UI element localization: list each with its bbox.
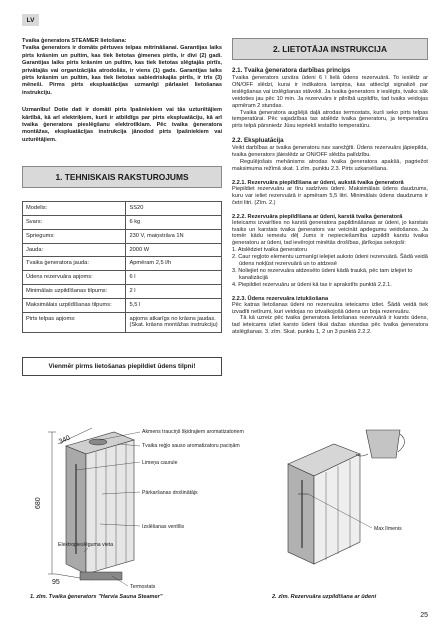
specs-table — [22, 201, 222, 333]
figures — [22, 424, 428, 602]
spec-row — [23, 285, 222, 299]
step-item: 3. Noliejiet no rezervuāra atdzesēto ūdeni kādā traukā, pēc tam izlejiet to kanalizācijā — [232, 267, 413, 281]
label-overheat-fuse: Pārkaršanas drošinātājs — [142, 490, 198, 496]
spec-value: Apmēram 2,5 l/h — [126, 257, 222, 271]
spec-label: Pirts telpas apjoms: — [23, 312, 126, 333]
step-item: 4. Piepildiet rezervuāru ar ūdeni kā tas ir aprakstīts punktā 2.2.1. — [232, 281, 392, 288]
section-2-2-2-steps — [232, 247, 428, 288]
section-2-heading: 2. LIETOTĀJA INSTRUKCIJA — [232, 38, 428, 60]
spec-value: 6 kg — [126, 216, 222, 230]
spec-value: SS20 — [126, 202, 222, 216]
intro-paragraph-2: Uzmanību! Dotie dati ir domāti pirts īpašniekiem vai tās uzturētājiem kārtībā, kā arī elektriķiem, kurš ir atbildīgs par pirts ekspluatāciju, kā arī tvaika ģeneratora pieslēgšanu elektrotīklam. Pēc tvaika ģeneratora montāžas, ekspluatācijas instrukcija jānodod pirts īpašniekiem vai uzturētājiem. — [22, 107, 222, 143]
section-2-2-title: 2.2. Ekspluatācija — [232, 137, 284, 145]
dim-height: 680 — [35, 497, 42, 509]
section-2-1-title: 2.1. Tvaika ģeneratora darbības princips — [232, 67, 351, 74]
section-2-2-3-text-2: Tā kā uzreiz pēc tvaika ģeneratora lietošanas rezervuārā ir karsts ūdens, tad ieteicams izliet karsto ūdeni tikai dažas stundas pēc tvaika ģeneratora atslēgšanas. 3. zīm. Skat. punktu 1, 2 un 3 punktā 2.2.2. — [232, 315, 428, 336]
section-2-1-text-2: Tvaika ģeneratora augšējā daļā atrodas termostats, kurš seko pirts telpas temperatūrai. Pēc vajadzības tas atslēdz tvaika ģeneratoru, ja temperatūra pirts telpā pārsniedz Jūsu iepriekš iestatīto temperatūru. — [232, 109, 428, 130]
page-number: 25 — [420, 612, 428, 619]
label-level-tube: Limeņa caurule — [142, 460, 178, 466]
section-2-2-1-title: 2.2.1. Rezervuāra piepildīšana ar ūdeni, aukstā tvaika ģeneratorā — [232, 179, 404, 186]
spec-label: Maksimālais uzpildīšanas tilpums: — [23, 298, 126, 312]
label-power-connection: Elektropieslēguma vieta — [58, 542, 114, 548]
section-2-2-3-text-1: Pēc katras lietošanas ūdeni no rezervuāra ieteicams izliet. Šādā veidā tiek izvadīti netīrumi, kuri veidojas no iztvaikojošā ūdens un boja rezervuāru. — [232, 301, 428, 315]
spec-label: Ūdens rezervuāra apjoms: — [23, 271, 126, 285]
dim-top: 340 — [57, 434, 72, 446]
section-2-2-text-1: Veikt darbības ar tvaika ģeneratoru nav sarežģīti. Ūdens rezervuārs jāpiepilda, tvaika ģenerators jāieslēdz ar ON/OFF slēdža palīdzību. — [232, 145, 428, 159]
intro-paragraph-1 — [22, 38, 222, 97]
step-item: 1. Atslēdziet tvaika ģeneratoru — [232, 247, 307, 254]
spec-value: apjoms atkarīgs no krāsns jaudas. (Skat. krāsns montāžas instrukciju) — [126, 312, 222, 333]
label-aroma-cup: Akmens trauciņš šķidrajiem aromatizatoriem — [142, 429, 244, 435]
spec-label: Minimālais uzpildīšanas tilpums: — [23, 285, 126, 299]
figure-2-filling-diagram — [268, 424, 428, 592]
spec-row — [23, 298, 222, 312]
fill-warning: Vienmēr pirms lietošanas piepildiet ūdens tilpni! — [22, 357, 222, 376]
section-2-1-text-1: Tvaika ģenerators uzvāra ūdeni 6 l lielā ūdens rezervuārā. To ieslēdz ar ON/OFF slēdzi, kurai ir indikatora lampiņa, kas attiecīgi signalizē par ieslēgšanas vai izslēgšanas stāvokli. Ja tvaika ģenerators ir ieslēgts, tvaiks sāk veidoties jau pēc 10 min. Ja rezervuārs ir pilnībā uzpildīts, tad tvaiks veidojas apmēram 2 stundas. — [232, 75, 428, 109]
spec-value: 230 V, maiņstrāva 1N — [126, 229, 222, 243]
left-column — [22, 38, 222, 376]
spec-label: Modelis: — [23, 202, 126, 216]
right-column — [232, 38, 428, 336]
spec-row — [23, 216, 222, 230]
spec-row — [23, 257, 222, 271]
label-thermostat: Termostats — [130, 584, 156, 590]
spec-value: 2000 W — [126, 243, 222, 257]
spec-row — [23, 202, 222, 216]
spec-label: Svars: — [23, 216, 126, 230]
spec-row — [23, 243, 222, 257]
section-2-2-text-2: Regulējošais mehānisms atrodas tvaika ģeneratora apakšā, pagriežot maksimuma režīmā skat. 1 zīm. punktu 2.3. Pirts uzkarsēšana. — [232, 159, 428, 172]
spec-value: 5,5 l — [126, 298, 222, 312]
intro-text — [22, 38, 222, 144]
step-item: 2. Caur regļoto elementu uzmanīgi ielejiet auksto ūdeni rezervuārā. Šādā veidā ūdens nokļūst rezervuārā un to atdzesē — [232, 254, 428, 268]
spec-label: Tvaika ģeneratora jauda: — [23, 257, 126, 271]
figure-1-steamer-diagram — [22, 424, 254, 592]
label-aroma-grid: Tvaika reģļo sauso aromatizatoru paciņām — [142, 443, 240, 449]
intro-body: Tvaika ģenerators ir domāts pērtuves telpas mitrināšanai. Garantijas laiks pirts krāsnim un pultim, kas tiek lietotas ģimenes pirtīs, ir divi (2) gadi. Garantijas laiks pirts krāsnim un pultim, kas tiek lietotas slēgtajās pirtīs, privātajās vai organizācijās atrodošās, ir viens (1) gads. Garantijas laiks pirts krāsnim un pultim, kas tiek lietotas sabiedriskajās pirtīs, ir trīs (3) mēneši. Pirms pirts ekspluatācijas uzmanīgi pārlasiet lietošanas instrukciju. — [22, 45, 222, 96]
section-2-2-1-text: Piepildiet rezervuāru ar tīru sadzīves ūdeni. Maksimālais ūdens daudzums, kuru var ieliet rezervuārā ir apmēram 5,5 litri. Minimālais ūdens daudzums ir četri litri. (Zīm. 2.) — [232, 185, 428, 206]
label-drain-valve: Izslēšanas ventīlis — [142, 524, 185, 530]
language-badge: LV — [22, 14, 39, 26]
section-2-2-2-text: Ieteicams izvairīties no karstā ģeneratora papildināšanas ar ūdeni, jo karstais tvaiks un karstais tvaika ģenerators var veicināt apdegumu veidošanos. Ja tomēr kādu iemeslu dēļ Jums ir nepieciešamība uzpildīt karstu tvaika ģeneratoru ar ūdeni, tad ievērojot minētās drošības, jārīkojas sekojoši: — [232, 219, 428, 247]
figure-2-caption: 2. zīm. Rezervuāra uzpildīšana ar ūdeni — [272, 594, 377, 600]
figure-1-caption: 1. zīm. Tvaika ģenerators "Harvia Sauna Steamer" — [30, 594, 163, 600]
section-2-2-2-title: 2.2.2. Rezervuāra piepildīšana ar ūdeni, karstā tvaika ģeneratorā — [232, 213, 403, 220]
spec-row — [23, 229, 222, 243]
section-2-2-3-title: 2.2.3. Ūdens rezervuāra iztukšošana — [232, 295, 329, 302]
dim-bottom: 95 — [52, 579, 60, 586]
spec-value: 6 l — [126, 271, 222, 285]
intro-title: Tvaika ģeneratora STEAMER lietošana: — [22, 38, 127, 44]
label-max-level: Max līmenis — [374, 526, 402, 532]
spec-row — [23, 271, 222, 285]
spec-value: 2 l — [126, 285, 222, 299]
section-1-heading: 1. TEHNISKAIS RAKSTUROJUMS — [22, 166, 222, 188]
spec-label: Spriegums: — [23, 229, 126, 243]
spec-row — [23, 312, 222, 333]
spec-label: Jauda: — [23, 243, 126, 257]
